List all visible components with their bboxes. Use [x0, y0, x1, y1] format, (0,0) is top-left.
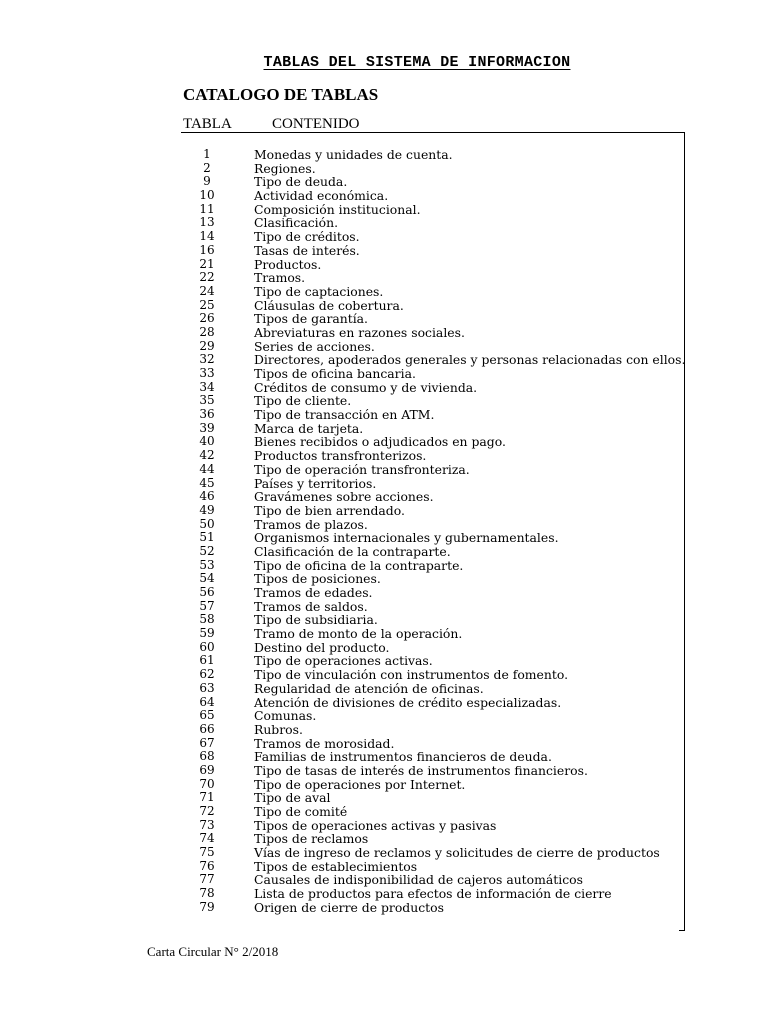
table-row	[181, 230, 684, 244]
table-number: 79	[199, 899, 215, 914]
table-row	[181, 435, 684, 449]
page-title-text: TABLAS DEL SISTEMA DE INFORMACION	[263, 54, 571, 71]
table-content: Monedas y unidades de cuenta.	[254, 147, 453, 162]
table-row	[181, 819, 684, 833]
table-content: Tramos de morosidad.	[254, 735, 395, 751]
table-row	[181, 490, 684, 504]
table-number: 61	[199, 653, 215, 668]
table-content: Marca de tarjeta.	[254, 420, 364, 436]
table-number: 52	[199, 543, 215, 558]
table-row	[181, 504, 684, 518]
table-content: Tipos de garantía.	[254, 311, 368, 327]
table-row	[181, 600, 684, 614]
table-number: 49	[199, 502, 215, 517]
table-number: 11	[199, 201, 215, 216]
table-number: 66	[199, 721, 215, 736]
table-row	[181, 162, 684, 176]
table-row	[181, 737, 684, 751]
table-row	[181, 723, 684, 737]
table-row	[181, 668, 684, 682]
table-row	[181, 244, 684, 258]
table-number: 35	[199, 393, 215, 408]
table-row	[181, 586, 684, 600]
table-number: 32	[199, 352, 215, 367]
table-row	[181, 463, 684, 477]
table-row	[181, 408, 684, 422]
table-row	[181, 299, 684, 313]
table-content: Causales de indisponibilidad de cajeros automáticos	[254, 872, 583, 888]
table-content: Productos transfronterizos.	[254, 448, 427, 464]
table-content: Lista de productos para efectos de información de cierre	[254, 886, 612, 902]
table-content: Tipo de cliente.	[254, 393, 352, 409]
table-content: Cláusulas de cobertura.	[254, 297, 404, 313]
table-content: Tipo de aval	[254, 790, 331, 806]
table-content: Créditos de consumo y de vivienda.	[254, 379, 478, 395]
table-content: Tipo de oficina de la contraparte.	[254, 557, 464, 573]
table-content: Comunas.	[254, 708, 317, 724]
table-row	[181, 189, 684, 203]
table-content: Tipos de reclamos	[254, 831, 369, 847]
table-content: Bienes recibidos o adjudicados en pago.	[254, 434, 506, 450]
table-row	[181, 764, 684, 778]
table-number: 77	[199, 872, 215, 887]
table-row	[181, 778, 684, 792]
table-content: Clasificación.	[254, 215, 339, 231]
table-content: Tipo de comité	[254, 804, 348, 819]
table-number: 16	[199, 242, 215, 257]
table-row	[181, 381, 684, 395]
table-number: 64	[199, 694, 215, 709]
table-content: Productos.	[254, 256, 322, 272]
table-row	[181, 394, 684, 408]
table-body	[181, 148, 684, 915]
table-row	[181, 846, 684, 860]
table-content: Tipo de transacción en ATM.	[254, 407, 435, 423]
table-content: Tramos.	[254, 270, 306, 286]
table-content: Tramo de monto de la operación.	[254, 626, 463, 642]
table-number: 51	[199, 530, 215, 545]
table-number: 63	[199, 680, 215, 695]
table-number: 67	[199, 735, 215, 750]
table-content: Tramos de saldos.	[254, 598, 368, 614]
table-number: 78	[199, 886, 215, 901]
table-row	[181, 627, 684, 641]
table-number: 59	[199, 626, 215, 641]
table-row	[181, 696, 684, 710]
table-row	[181, 449, 684, 463]
table-number: 14	[199, 229, 215, 244]
table-number: 1	[203, 147, 211, 161]
table-number: 62	[199, 667, 215, 682]
table-number: 40	[199, 434, 215, 449]
table-row	[181, 709, 684, 723]
table-number: 33	[199, 366, 215, 380]
table-content: Tipos de posiciones.	[254, 571, 381, 587]
table-number: 71	[199, 790, 215, 805]
table-row	[181, 531, 684, 545]
table-number: 75	[199, 845, 215, 860]
table-number: 69	[199, 762, 215, 777]
frame-corner	[679, 930, 685, 931]
table-number: 74	[199, 831, 215, 846]
table-number: 73	[199, 817, 215, 832]
table-row	[181, 477, 684, 491]
table-content: Actividad económica.	[254, 188, 389, 204]
table-content: Tasas de interés.	[254, 242, 360, 258]
table-number: 53	[199, 557, 215, 572]
table-content: Clasificación de la contraparte.	[254, 543, 451, 559]
section-title: CATALOGO DE TABLAS	[183, 85, 379, 104]
table-number: 57	[199, 598, 215, 613]
table-content: Regularidad de atención de oficinas.	[254, 680, 484, 696]
page-title	[0, 54, 768, 71]
table-content: Composición institucional.	[254, 201, 421, 217]
table-row	[181, 682, 684, 696]
table-row	[181, 873, 684, 887]
table-row	[181, 860, 684, 874]
table-content: Origen de cierre de productos	[254, 899, 444, 915]
table-row	[181, 285, 684, 299]
table-row	[181, 312, 684, 326]
table-number: 70	[199, 776, 215, 791]
column-header-contenido: CONTENIDO	[272, 116, 360, 132]
table-content: Regiones.	[254, 160, 316, 176]
table-row	[181, 422, 684, 436]
table-content: Tipo de operación transfronteriza.	[254, 461, 470, 477]
table-number: 39	[199, 420, 215, 435]
table-row	[181, 901, 684, 915]
table-row	[181, 148, 684, 162]
table-content: Series de acciones.	[254, 338, 375, 354]
table-row	[181, 353, 684, 367]
table-number: 46	[199, 489, 215, 504]
table-content: Organismos internacionales y gubernamentales.	[254, 530, 559, 546]
table-number: 58	[199, 612, 215, 627]
table-content: Países y territorios.	[254, 475, 377, 491]
table-number: 45	[199, 475, 215, 490]
table-content: Tipos de establecimientos	[254, 858, 418, 874]
table-content: Tipo de operaciones activas.	[254, 653, 433, 669]
table-content: Tipo de deuda.	[254, 174, 348, 190]
table-row	[181, 326, 684, 340]
table-row	[181, 518, 684, 532]
table-row	[181, 832, 684, 846]
table-number: 10	[199, 188, 215, 203]
table-content: Atención de divisiones de crédito especializadas.	[254, 694, 562, 710]
table-row	[181, 791, 684, 805]
table-number: 42	[199, 448, 215, 463]
table-content: Vías de ingreso de reclamos y solicitudes de cierre de productos	[254, 845, 660, 861]
table-number: 76	[199, 858, 215, 873]
table-row	[181, 654, 684, 668]
table-number: 34	[199, 379, 215, 394]
table-content: Directores, apoderados generales y personas relacionadas con ellos.	[254, 352, 686, 368]
table-number: 21	[199, 256, 215, 271]
table-row	[181, 559, 684, 573]
table-content: Tipo de tasas de interés de instrumentos financieros.	[254, 762, 588, 778]
table-number: 29	[199, 338, 215, 353]
table-content: Tipo de operaciones por Internet.	[254, 776, 466, 792]
table-number: 68	[199, 749, 215, 764]
table-row	[181, 258, 684, 272]
table-row	[181, 805, 684, 819]
table-number: 65	[199, 708, 215, 723]
table-number: 56	[199, 585, 215, 599]
table-number: 36	[199, 407, 215, 422]
table-content: Rubros.	[254, 721, 303, 737]
table-content: Gravámenes sobre acciones.	[254, 489, 434, 505]
table-number: 2	[203, 160, 211, 175]
table-row	[181, 750, 684, 764]
table-number: 22	[199, 270, 215, 285]
table-number: 9	[203, 174, 211, 189]
table-number: 50	[199, 516, 215, 531]
table-row	[181, 641, 684, 655]
table-row	[181, 613, 684, 627]
table-content: Familias de instrumentos financieros de deuda.	[254, 749, 552, 765]
table-number: 13	[199, 215, 215, 230]
table-content: Tramos de plazos.	[254, 516, 368, 532]
table-number: 72	[199, 804, 215, 818]
table-number: 44	[199, 461, 215, 476]
table-row	[181, 175, 684, 189]
table-row	[181, 887, 684, 901]
table-number: 24	[199, 283, 215, 298]
table-number: 54	[199, 571, 215, 586]
table-content: Abreviaturas en razones sociales.	[254, 324, 465, 340]
table-number: 60	[199, 639, 215, 654]
table-content: Tipos de oficina bancaria.	[254, 366, 416, 381]
table-row	[181, 216, 684, 230]
table-number: 26	[199, 311, 215, 326]
table-content: Tipo de vinculación con instrumentos de fomento.	[254, 667, 569, 683]
table-row	[181, 545, 684, 559]
table-row	[181, 271, 684, 285]
table-number: 28	[199, 324, 215, 339]
table-content: Tipos de operaciones activas y pasivas	[254, 817, 497, 833]
column-header-tabla: TABLA	[183, 116, 232, 132]
table-row	[181, 340, 684, 354]
table-row	[181, 572, 684, 586]
table-number: 25	[199, 297, 215, 312]
table-content: Tipo de bien arrendado.	[254, 502, 405, 518]
table-content: Tipo de créditos.	[254, 229, 360, 245]
table-content: Tipo de captaciones.	[254, 283, 384, 299]
table-row	[181, 203, 684, 217]
table-content: Destino del producto.	[254, 639, 390, 655]
table-row	[181, 367, 684, 381]
footer-reference: Carta Circular N° 2/2018	[147, 944, 279, 959]
table-content: Tipo de subsidiaria.	[254, 612, 378, 628]
table-content: Tramos de edades.	[254, 585, 373, 600]
